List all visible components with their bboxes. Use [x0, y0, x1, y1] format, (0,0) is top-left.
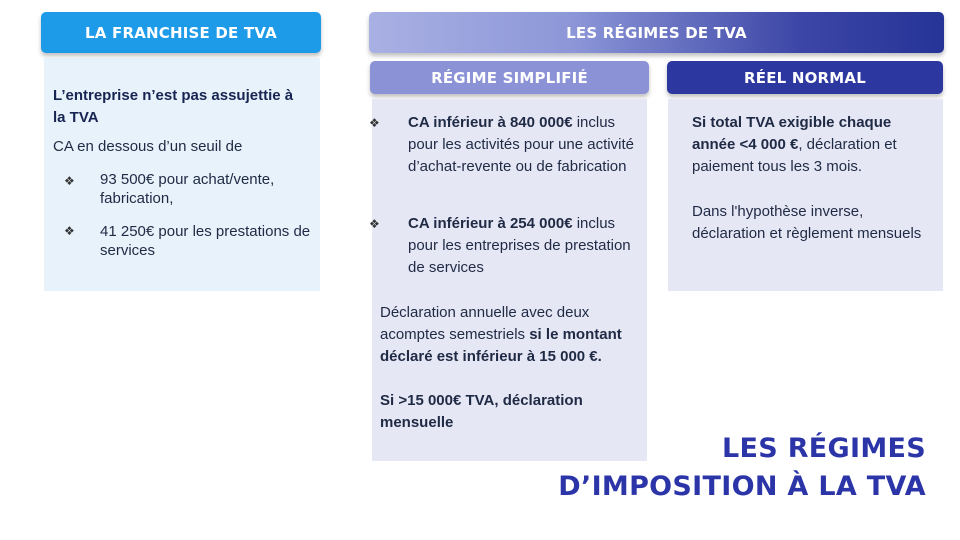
reel-seuil: [692, 112, 932, 178]
simplifie-item-2: [408, 213, 638, 279]
slide-title: [558, 430, 926, 506]
slide-title-line-2: D’IMPOSITION À LA TVA: [558, 471, 926, 502]
slide-title-line-1: LES RÉGIMES: [722, 433, 926, 464]
bullet-icon: ❖: [369, 217, 380, 231]
bullet-icon: ❖: [369, 116, 380, 130]
franchise-header-label: LA FRANCHISE DE TVA: [85, 23, 277, 42]
simplifie-declaration: [380, 302, 642, 368]
franchise-seuil: CA en dessous d’un seuil de: [53, 138, 243, 155]
simplifie-item-1-rest: inclus pour les activités pour une activité d’achat-revente ou de fabrication: [408, 114, 634, 175]
franchise-item-2: 41 250€ pour les prestations de services: [100, 223, 311, 259]
reel-header-label: RÉEL NORMAL: [744, 68, 866, 87]
franchise-item-1: 93 500€ pour achat/vente, fabrication,: [100, 171, 275, 207]
regimes-header-label: LES RÉGIMES DE TVA: [566, 23, 747, 42]
reel-inverse: Dans l'hypothèse inverse, déclaration et règlement mensuels: [692, 203, 922, 242]
simplifie-header-label: RÉGIME SIMPLIFIÉ: [431, 68, 588, 87]
reel-header: [667, 61, 943, 94]
simplifie-item-1: [408, 112, 638, 178]
franchise-header: [41, 12, 321, 53]
simplifie-mensuelle: Si >15 000€ TVA, déclaration mensuelle: [380, 392, 583, 431]
franchise-intro: L’entreprise n’est pas assujettie à la TVA: [53, 87, 294, 126]
simplifie-header: [370, 61, 649, 94]
regimes-header: [369, 12, 944, 53]
reel-seuil-bold: Si total TVA exigible chaque année <4 000 €: [692, 114, 892, 153]
reel-seuil-rest: , déclaration et paiement tous les 3 mois.: [692, 136, 897, 175]
bullet-icon: ❖: [64, 174, 75, 188]
simplifie-item-1-bold: CA inférieur à 840 000€: [408, 114, 573, 131]
simplifie-item-2-rest: inclus pour les entreprises de prestation de services: [408, 215, 631, 276]
simplifie-declaration-bold: si le montant déclaré est inférieur à 15 000 €.: [380, 326, 622, 365]
simplifie-declaration-text: Déclaration annuelle avec deux acomptes semestriels: [380, 304, 590, 343]
simplifie-item-2-bold: CA inférieur à 254 000€: [408, 215, 573, 232]
bullet-icon: ❖: [64, 224, 75, 238]
